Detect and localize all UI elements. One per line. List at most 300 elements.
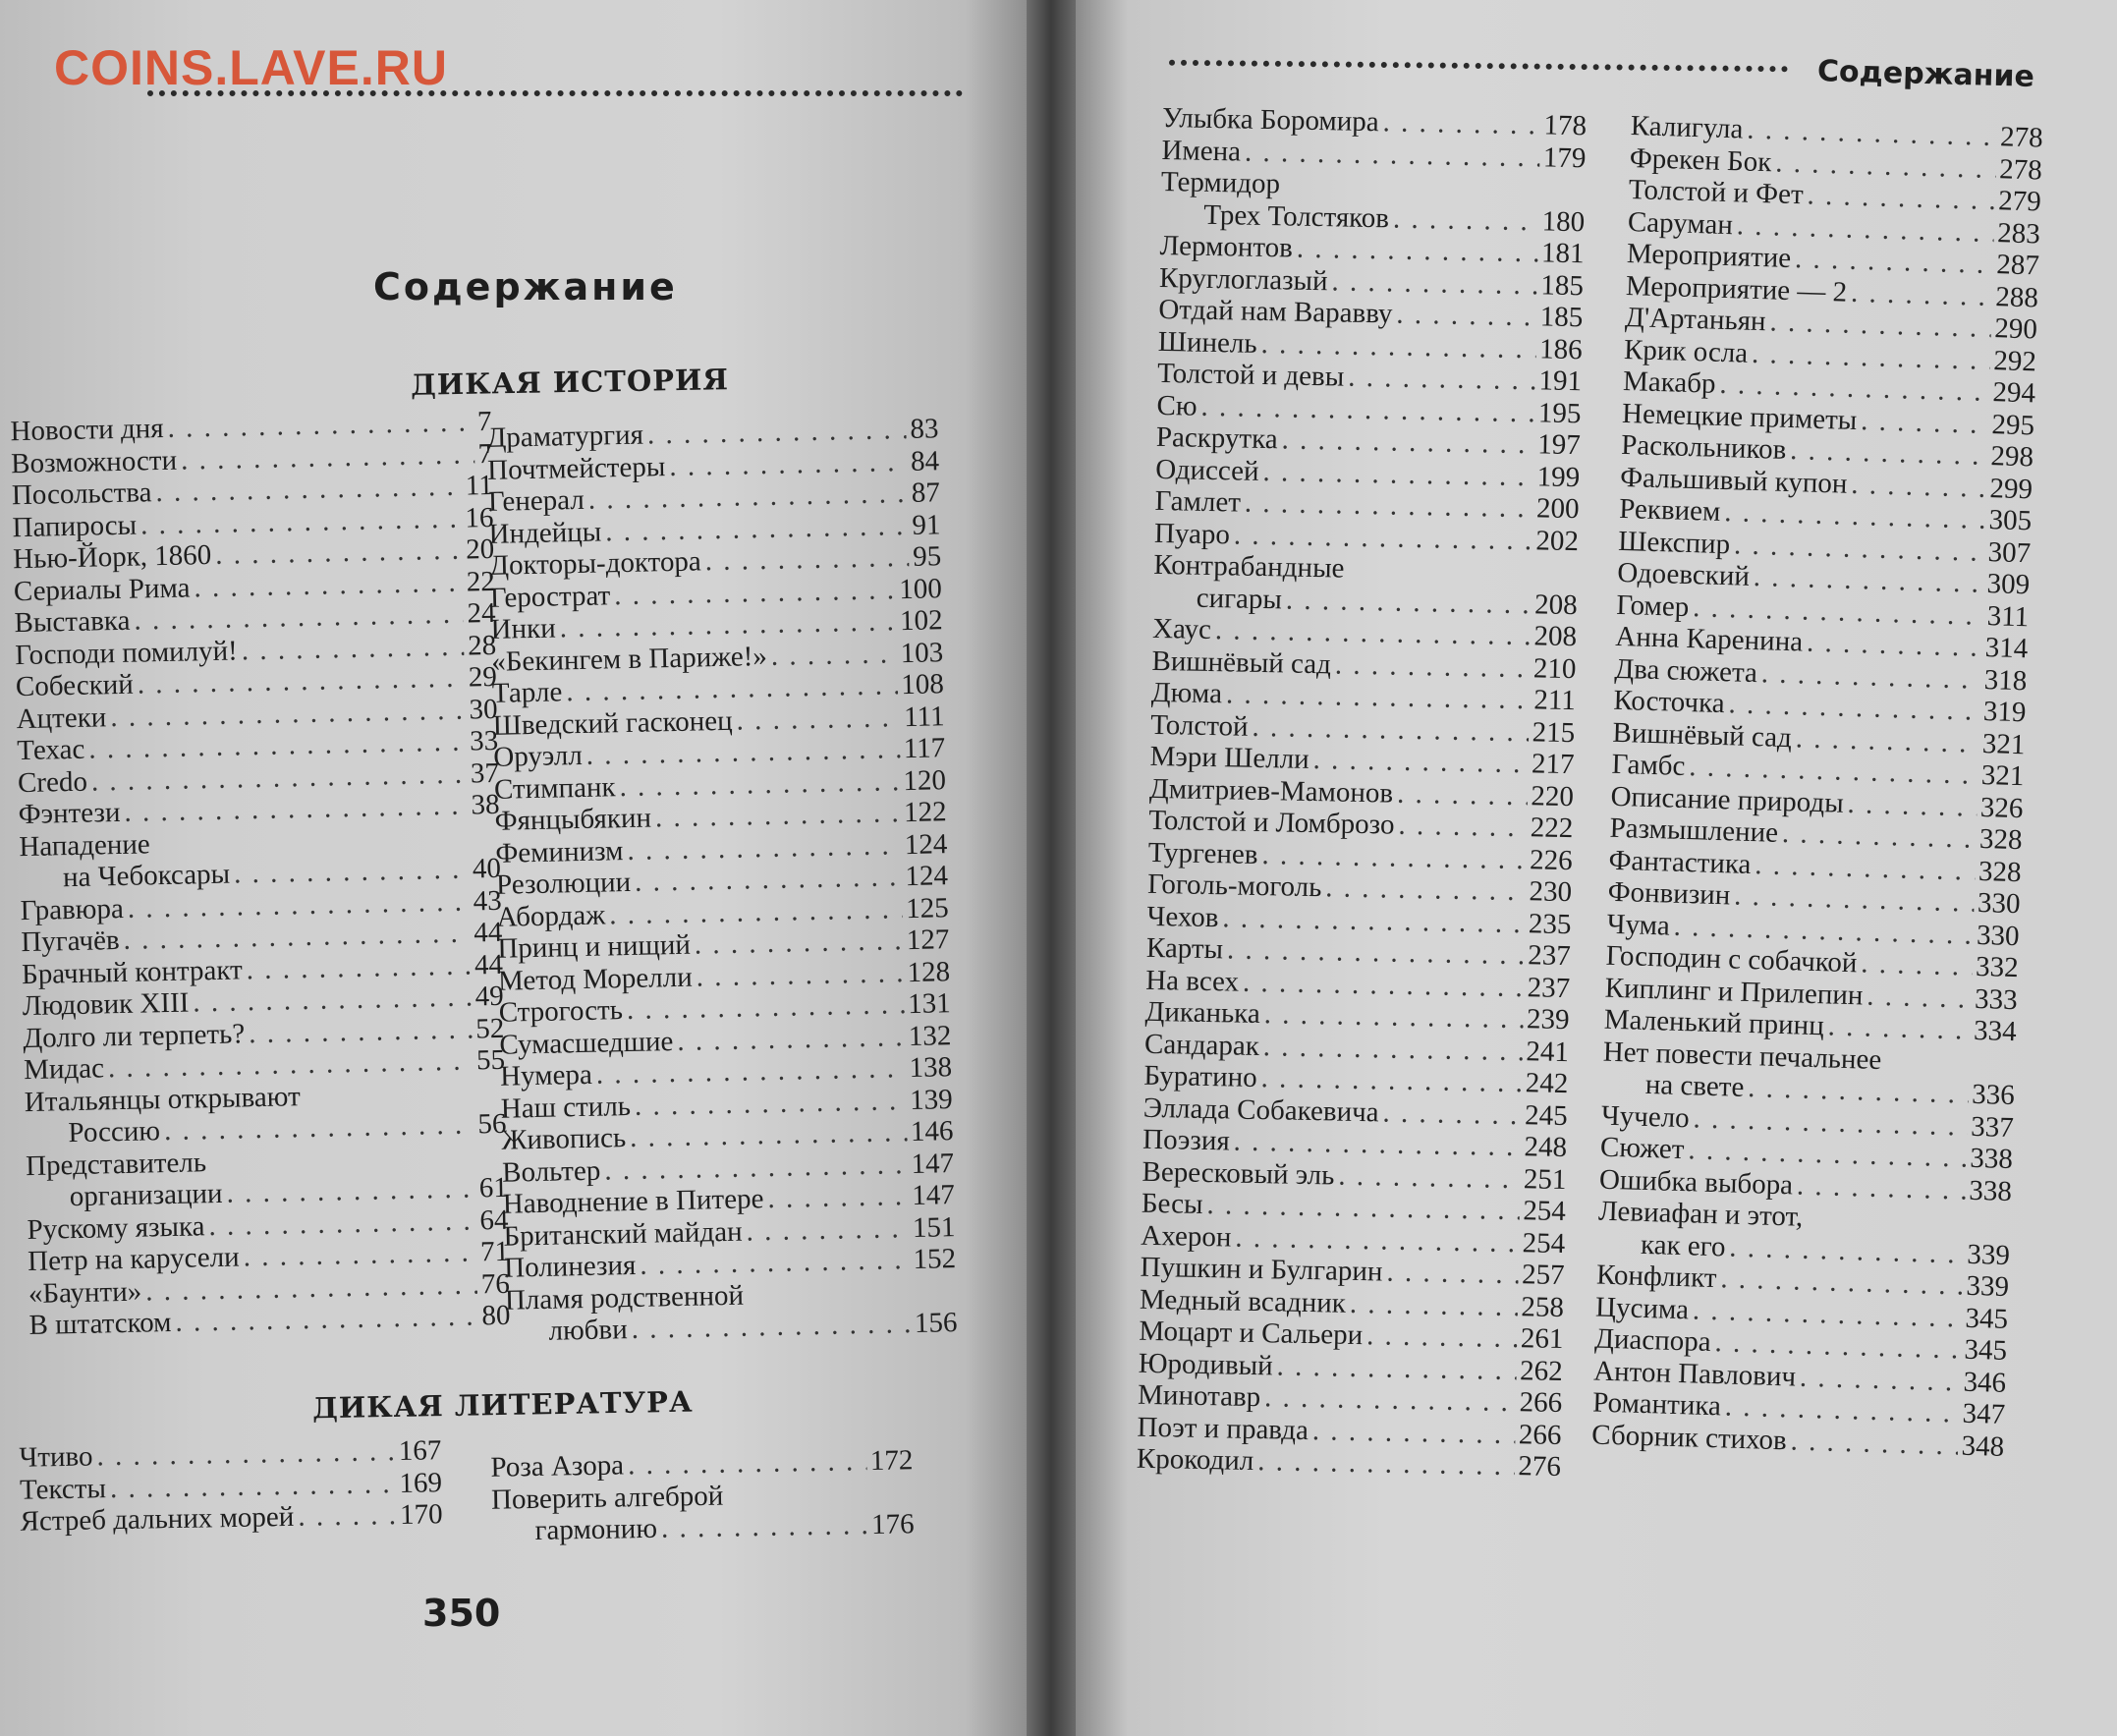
toc-entry-title: Чума (1606, 908, 1671, 942)
toc-entry-page: 242 (1525, 1067, 1569, 1100)
toc-entry-title: Долго ли терпеть? (23, 1017, 246, 1054)
toc-entry-title-cont: как его (1640, 1228, 1726, 1262)
toc-entry-page: 108 (901, 668, 945, 701)
toc-entry-page: 330 (1977, 886, 2022, 921)
toc-entry-page: 197 (1537, 428, 1582, 462)
toc-entry-page: 83 (910, 413, 939, 445)
leader-dots (1350, 1287, 1518, 1322)
toc-entry-title: Гомер (1615, 588, 1690, 623)
leader-dots (1335, 648, 1531, 684)
leader-dots (1260, 327, 1535, 364)
toc-entry-page: 199 (1536, 460, 1581, 493)
leader-dots (661, 1509, 868, 1544)
toc-entry-title: Абордаж (496, 898, 606, 933)
toc-entry-page: 186 (1538, 332, 1584, 365)
toc-entry-page: 251 (1523, 1162, 1567, 1196)
toc-entry-title: Герострат (489, 579, 611, 614)
toc-entry-title: Хаус (1151, 612, 1212, 646)
toc-entry-title: Сборник стихов (1590, 1418, 1788, 1456)
toc-entry-title: Улыбка Боромира (1161, 101, 1380, 139)
toc-entry-title: Мидас (23, 1052, 105, 1087)
toc-entry-title: Строгость (498, 994, 624, 1029)
toc-entry-page: 330 (1976, 919, 2021, 952)
toc-entry-title: Мэри Шелли (1149, 740, 1310, 775)
leader-dots (1861, 947, 1973, 982)
toc-entry-title: Пушкин и Булгарин (1140, 1251, 1383, 1288)
toc-entry-page: 147 (911, 1179, 956, 1212)
leader-dots (1243, 966, 1524, 1003)
leader-dots (1257, 1445, 1515, 1483)
toc-entry-title: Вишнёвый сад (1612, 716, 1793, 754)
toc-entry-page: 167 (398, 1434, 442, 1468)
toc-entry-page: 128 (907, 955, 951, 988)
toc-entry-title: Папиросы (12, 509, 138, 543)
toc-entry-title: Резолюции (495, 866, 632, 901)
toc-entry-title: Раскольников (1620, 428, 1787, 466)
toc-entry-page: 235 (1528, 907, 1572, 940)
toc-entry-page: 181 (1540, 237, 1585, 270)
toc-entry-title: Одоевский (1616, 556, 1751, 592)
leader-dots (1286, 584, 1532, 620)
toc-entry-title: Ястреб дальних морей (20, 1500, 295, 1538)
toc-entry-page: 132 (908, 1019, 952, 1052)
toc-entry-page: 278 (1998, 152, 2043, 187)
toc-entry-title: Сю (1156, 389, 1198, 422)
leader-dots (1398, 810, 1527, 844)
toc-entry-title: Наш стиль (500, 1090, 632, 1125)
toc-entry-title: Пламя родственной (504, 1279, 745, 1316)
toc-entry-title: Немецкие приметы (1621, 397, 1858, 436)
toc-entry-title: Итальянцы открывают (24, 1080, 302, 1118)
leader-dots (249, 1013, 473, 1049)
toc-entry-title: Вольтер (501, 1154, 601, 1189)
toc-entry-page: 71 (479, 1235, 510, 1268)
toc-entry-page: 43 (473, 884, 502, 917)
toc-entry-page: 257 (1521, 1259, 1565, 1292)
toc-entry-title: Мероприятие (1626, 238, 1792, 274)
toc-entry-page: 311 (1986, 599, 2030, 633)
toc-entry-title: Круглоглазый (1158, 261, 1328, 297)
toc-column-left-1 (10, 406, 511, 1342)
toc-entry-page: 169 (399, 1466, 443, 1499)
toc-entry-page: 220 (1531, 779, 1575, 812)
toc-entry-page: 172 (869, 1444, 914, 1478)
leader-dots (704, 541, 909, 578)
leader-dots (1851, 468, 1986, 504)
toc-entry-page: 117 (903, 732, 946, 765)
toc-entry-title: Сумасшедшие (499, 1025, 674, 1061)
toc-entry-title: Принц и нищий (497, 928, 692, 965)
toc-entry-page: 200 (1535, 492, 1580, 526)
toc-entry-title: Маленький принц (1603, 1003, 1825, 1042)
toc-entry-page: 295 (1991, 408, 2035, 441)
leader-dots (1263, 1031, 1523, 1068)
toc-entry-page: 215 (1532, 715, 1576, 749)
page-number: 350 (422, 1592, 501, 1635)
toc-entry-page: 217 (1531, 748, 1575, 781)
leader-dots (770, 638, 897, 672)
toc-entry-title: Чехов (1146, 900, 1219, 933)
leader-dots (1807, 627, 1982, 664)
toc-column-left-2 (486, 413, 958, 1348)
leader-dots (1382, 106, 1540, 141)
toc-entry-page: 339 (1966, 1238, 2011, 1271)
leader-dots (234, 854, 470, 890)
leader-dots (677, 1021, 905, 1057)
toc-entry-page: 131 (907, 987, 952, 1021)
toc-entry-page: 111 (903, 700, 945, 733)
toc-entry-title: Фэнтези (18, 796, 121, 831)
toc-entry-page: 211 (1533, 684, 1577, 717)
toc-entry-title: Моцарт и Сальери (1139, 1315, 1364, 1352)
toc-entry-page: 276 (1518, 1450, 1562, 1484)
toc-entry-page: 266 (1518, 1418, 1562, 1451)
leader-dots (1331, 265, 1536, 302)
toc-entry-page: 261 (1520, 1322, 1564, 1356)
toc-entry-title: Одиссей (1154, 453, 1259, 487)
toc-entry-title: Ахерон (1141, 1219, 1232, 1254)
leader-dots (1325, 871, 1526, 907)
toc-entry (491, 1508, 915, 1547)
toc-entry-page: 328 (1978, 822, 2023, 857)
toc-entry-page: 127 (906, 924, 950, 957)
toc-entry-title: Анна Каренина (1614, 620, 1804, 658)
toc-entry-page: 230 (1529, 875, 1573, 909)
toc-entry-title: Почтмейстеры (486, 450, 666, 486)
leader-dots (1797, 1169, 1966, 1206)
toc-entry-title: Нападение (19, 827, 151, 863)
toc-entry-title: Полинезия (503, 1249, 637, 1284)
toc-entry-title: Крокодил (1136, 1442, 1254, 1478)
toc-entry-title: Оруэлл (492, 739, 584, 773)
leader-dots (1396, 299, 1536, 333)
toc-entry-page: 124 (905, 860, 949, 893)
toc-entry-page: 176 (870, 1508, 915, 1540)
toc-entry-page: 28 (467, 629, 497, 662)
toc-entry-title: Живопись (501, 1122, 627, 1156)
toc-entry-title: Два сюжета (1613, 652, 1758, 689)
toc-entry-title: Толстой и девы (1156, 357, 1345, 393)
toc-entry-title: Нет повести печальнее (1602, 1036, 1882, 1076)
toc-entry-page: 237 (1527, 971, 1571, 1004)
toc-entry-page: 103 (900, 636, 944, 669)
leader-dots (298, 1499, 396, 1533)
leader-dots (1260, 1062, 1522, 1099)
toc-entry-page: 254 (1523, 1195, 1567, 1228)
toc-entry-page: 76 (480, 1267, 511, 1300)
leader-dots (1261, 839, 1526, 876)
toc-entry-page: 288 (1994, 280, 2039, 313)
toc-entry-page: 61 (478, 1171, 509, 1204)
toc-entry-page: 208 (1533, 620, 1578, 653)
leader-dots (1790, 1425, 1958, 1462)
toc-entry-page: 178 (1543, 109, 1588, 142)
toc-entry-page: 170 (399, 1498, 443, 1531)
toc-entry-title: Фальшивый купон (1619, 461, 1848, 500)
toc-entry-title: Гоголь-моголь (1146, 868, 1322, 904)
toc-entry-title: Петр на карусели (27, 1241, 240, 1278)
toc-entry-page: 120 (903, 763, 947, 797)
leader-dots (1297, 233, 1538, 269)
toc-entry-page: 185 (1539, 301, 1584, 334)
toc-entry-page: 241 (1526, 1035, 1570, 1068)
toc-entry-page: 309 (1986, 568, 2031, 601)
toc-entry-title: Саруман (1627, 205, 1734, 241)
toc-entry-title: Имена (1161, 134, 1242, 168)
leader-dots (1795, 722, 1978, 759)
leader-dots (655, 797, 901, 834)
toc-entry-title: Людовик XIII (22, 986, 190, 1023)
toc-entry-page: 84 (910, 444, 940, 477)
toc-entry-title: «Бекингем в Париже!» (490, 640, 768, 678)
toc-entry-title: Тексты (19, 1472, 107, 1506)
leader-dots (628, 1445, 866, 1482)
toc-entry-title: Шинель (1157, 325, 1257, 360)
toc-entry-title: Контрабандные (1153, 548, 1345, 585)
toc-entry-page: 222 (1530, 812, 1574, 845)
leader-dots (1866, 980, 1972, 1015)
toc-entry-page: 147 (911, 1147, 955, 1180)
toc-entry-page: 55 (475, 1043, 506, 1077)
toc-entry-page: 328 (1978, 855, 2022, 888)
toc-entry-page: 337 (1970, 1110, 2015, 1144)
toc-entry-page: 124 (904, 827, 948, 861)
toc-entry-page: 266 (1519, 1386, 1563, 1420)
leader-dots (246, 949, 471, 985)
toc-entry-title: Гравюра (20, 892, 125, 926)
toc-entry-title: Поверить алгеброй (490, 1480, 724, 1516)
leader-dots (1264, 1381, 1516, 1418)
toc-entry-title: Толстой (1149, 708, 1249, 743)
toc-entry-page: 279 (1997, 185, 2042, 218)
toc-entry-title: Юродивый (1138, 1347, 1274, 1381)
toc-entry-page: 239 (1526, 1003, 1570, 1036)
toc-entry-page: 122 (903, 796, 947, 829)
toc-entry-page: 321 (1981, 727, 2026, 760)
toc-entry-title: Метод Морелли (497, 961, 694, 997)
toc-entry-page: 248 (1524, 1131, 1568, 1164)
toc-entry-title: Крик осла (1623, 333, 1749, 369)
toc-entry-title: Ошибка выбора (1598, 1163, 1794, 1201)
toc-entry-title: В штатском (28, 1307, 172, 1342)
leader-dots (696, 957, 903, 993)
toc-entry-title: Ацтеки (16, 700, 107, 735)
toc-entry-page: 40 (472, 852, 502, 885)
leader-dots (96, 1435, 395, 1473)
leader-dots (241, 630, 464, 666)
toc-entry-title: Отдай нам Варавву (1158, 293, 1393, 330)
toc-entry-page: 258 (1521, 1290, 1565, 1323)
toc-entry-page: 338 (1968, 1174, 2013, 1207)
toc-entry-title: Эллада Собакевича (1142, 1092, 1379, 1128)
toc-entry-page: 195 (1537, 396, 1582, 429)
toc-entry-page: 11 (465, 469, 494, 502)
toc-entry-title: Фантастика (1608, 844, 1752, 880)
toc-entry-title-cont: на свете (1644, 1068, 1745, 1103)
toc-entry-title: Собеский (15, 668, 135, 703)
leader-dots (767, 1180, 909, 1214)
toc-entry-title: Феминизм (495, 834, 624, 869)
toc-entry-page: 333 (1974, 982, 2019, 1016)
toc-entry-page: 152 (913, 1243, 957, 1276)
toc-entry-title: Посольства (11, 476, 152, 512)
toc-entry-title-cont: Россию (68, 1115, 161, 1149)
leader-dots (736, 701, 900, 737)
leader-dots (1312, 1415, 1516, 1450)
toc-entry-title: Сериалы Рима (13, 571, 191, 607)
toc-entry-title: На всех (1144, 964, 1240, 998)
toc-entry-title: Драматургия (486, 419, 644, 454)
toc-entry-title: Возможности (10, 444, 178, 479)
leader-dots (694, 924, 903, 961)
toc-entry-page: 191 (1538, 364, 1583, 398)
toc-column-right-1 (1137, 102, 1588, 1484)
toc-entry-title: Гамбс (1611, 748, 1686, 782)
toc-entry-title: Медный всадник (1139, 1283, 1347, 1319)
toc-entry-page: 237 (1528, 939, 1572, 973)
toc-entry-title: Тургенев (1147, 836, 1258, 870)
toc-entry-title: Поэт и правда (1137, 1411, 1309, 1446)
leader-dots (243, 1236, 476, 1272)
toc-entry-title: Антон Павлович (1592, 1355, 1797, 1393)
toc-entry-title: Инки (490, 612, 556, 645)
toc-entry-page: 22 (466, 565, 496, 598)
toc-entry-page: 307 (1987, 535, 2032, 569)
leader-dots (1263, 998, 1523, 1036)
toc-entry-page: 29 (468, 660, 498, 694)
toc-entry-title: Британский майдан (503, 1215, 743, 1253)
leader-dots (226, 1172, 475, 1209)
toc-entry-page: 125 (905, 891, 949, 924)
toc-entry-title: Диканька (1144, 995, 1261, 1031)
toc-entry-title: Чтиво (19, 1440, 93, 1474)
toc-entry-page: 283 (1996, 216, 2041, 250)
toc-entry-page: 346 (1963, 1366, 2007, 1399)
toc-entry-page: 52 (475, 1012, 505, 1044)
toc-entry-title: Господин с собачкой (1605, 939, 1858, 980)
toc-entry-title: Credo (17, 765, 88, 799)
toc-entry-title: Фянцыбякин (494, 802, 652, 837)
toc-entry-title: Роза Азора (490, 1449, 625, 1484)
toc-entry-title: Буратино (1143, 1059, 1257, 1094)
toc-entry-page: 347 (1962, 1397, 2006, 1430)
toc-entry-page: 30 (469, 693, 498, 726)
section-heading-literature: ДИКАЯ ЛИТЕРАТУРА (311, 1384, 694, 1426)
toc-entry-title: Вишнёвый сад (1151, 644, 1332, 680)
leader-dots (1235, 1221, 1519, 1259)
toc-entry-page: 345 (1964, 1333, 2008, 1367)
toc-entry-title: Описание природы (1610, 780, 1845, 819)
toc-entry-page: 290 (1993, 312, 2038, 346)
toc-entry-page: 87 (911, 476, 941, 509)
toc-entry-page: 185 (1540, 268, 1585, 302)
toc-entry-title: Брачный контракт (21, 953, 244, 990)
leader-dots (1366, 1319, 1517, 1354)
toc-entry (20, 1498, 443, 1538)
toc-entry-title: Карты (1145, 931, 1224, 966)
toc-entry-page: 138 (909, 1051, 953, 1085)
toc-entry-title: Сандарак (1143, 1028, 1260, 1062)
toc-entry-title: Поэзия (1142, 1123, 1231, 1157)
leader-dots (215, 534, 463, 572)
toc-entry-title: Наводнение в Питере (502, 1183, 764, 1220)
toc-entry-title: Левиафан и этот, (1597, 1195, 1804, 1233)
leader-dots (1397, 777, 1528, 812)
toc-entry-title: Калигула (1630, 110, 1744, 145)
leader-dots (640, 1244, 910, 1281)
leader-dots (1262, 456, 1533, 493)
toc-entry-page: 33 (469, 724, 499, 757)
toc-entry-title: Дюма (1150, 676, 1223, 710)
toc-entry-title: Господи помилуй! (14, 634, 239, 671)
toc-entry-title: Гамлет (1154, 484, 1242, 519)
toc-entry-title: Термидор (1160, 165, 1281, 200)
toc-entry-page: 245 (1524, 1098, 1569, 1132)
toc-entry-page: 345 (1965, 1302, 2009, 1335)
toc-entry-title: Романтика (1591, 1386, 1722, 1423)
leader-dots (1800, 1361, 1960, 1397)
toc-entry-page: 294 (1992, 376, 2036, 410)
leader-dots (1312, 744, 1528, 780)
toc-entry-title: Индейцы (488, 515, 602, 550)
toc-entry-title: Новости дня (10, 412, 164, 448)
toc-entry-title: Сюжет (1599, 1131, 1685, 1166)
toc-entry-title: Вересковый эль (1142, 1155, 1335, 1192)
toc-entry-page: 24 (467, 596, 496, 630)
toc-entry-page: 49 (474, 980, 504, 1013)
toc-entry-title: Генерал (487, 483, 585, 518)
toc-entry-page: 292 (1992, 344, 2037, 377)
toc-entry-title: Цусима (1594, 1291, 1690, 1325)
leader-dots (1252, 710, 1529, 748)
toc-entry-page: 151 (912, 1210, 956, 1244)
book-gutter (1027, 0, 1076, 1736)
toc-entry-page: 326 (1979, 791, 2024, 824)
toc-entry-title: Нумера (499, 1058, 593, 1092)
toc-entry-page: 156 (914, 1307, 958, 1339)
toc-entry-page: 262 (1519, 1354, 1564, 1387)
toc-entry-page: 44 (474, 948, 504, 980)
toc-column-lit-1 (19, 1434, 443, 1538)
toc-entry-page: 334 (1973, 1014, 2018, 1048)
toc-entry-page: 226 (1529, 843, 1574, 876)
toc-entry-title: Фрекен Бок (1629, 141, 1772, 178)
toc-entry-page: 338 (1969, 1142, 2014, 1176)
toc-entry-title: Мероприятие — 2 (1625, 269, 1848, 308)
left-page (0, 0, 1027, 1736)
toc-entry-title: Макабр (1622, 364, 1717, 400)
toc-entry-page: 7 (476, 405, 492, 438)
toc-entry-title: Д'Артаньян (1624, 301, 1767, 338)
toc-entry-page: 7 (477, 437, 493, 470)
toc-entry-title: Диаспора (1593, 1322, 1712, 1359)
leader-dots (1393, 202, 1538, 237)
toc-entry-title: Тарле (491, 676, 563, 709)
toc-entry-title: Пуаро (1153, 517, 1231, 550)
toc-entry-page: 314 (1984, 632, 2029, 665)
toc-entry-title: Шекспир (1617, 525, 1731, 560)
toc-entry-page: 319 (1982, 695, 2027, 729)
toc-entry-title-cont: гармонию (534, 1512, 658, 1546)
toc-entry-page: 80 (481, 1299, 511, 1332)
toc-entry-title: Докторы-доктора (488, 545, 702, 582)
toc-entry-page: 64 (479, 1204, 509, 1236)
toc-entry-page: 100 (898, 572, 943, 605)
leader-dots (631, 1308, 911, 1345)
section-heading-history: ДИКАЯ ИСТОРИЯ (410, 363, 730, 402)
toc-column-lit-2 (490, 1444, 915, 1547)
toc-entry-title: Минотавр (1137, 1378, 1261, 1414)
